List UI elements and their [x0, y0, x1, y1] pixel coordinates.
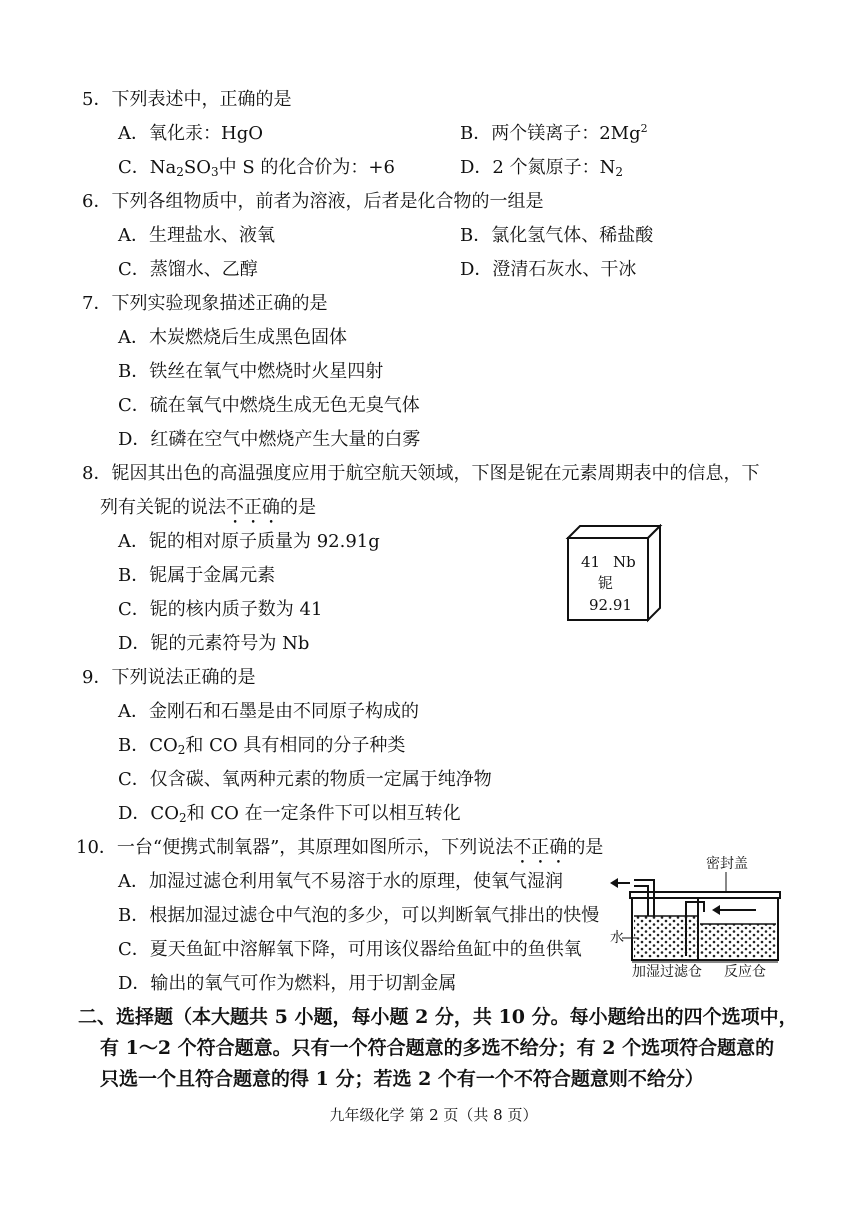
q6-stem: 6．下列各组物质中，前者为溶液，后者是化合物的一组是 — [82, 191, 544, 212]
q9-stem: 9．下列说法正确的是 — [82, 667, 256, 688]
q7-stem: 7．下列实验现象描述正确的是 — [82, 293, 328, 314]
q8-stem-line2: 列有关铌的说法不正确的是 — [100, 497, 316, 518]
element-mass: 92.91 — [589, 596, 632, 614]
section2-line2: 有 1～2 个符合题意。只有一个符合题意的多选不给分；有 2 个选项符合题意的 — [100, 1037, 775, 1059]
q9-option-b: B．$CO_2$和 CO 具有相同的分子种类 — [118, 735, 406, 757]
q7-option-d: D．红磷在空气中燃烧产生大量的白雾 — [118, 429, 421, 450]
q9-option-d: D．$CO_2$和 CO 在一定条件下可以相互转化 — [118, 803, 461, 825]
element-name: 铌 — [598, 574, 614, 592]
q5-option-c: C．$Na_2SO_3$中 S 的化合价为：+6 — [118, 157, 395, 179]
q5-option-d: D．2 个氮原子：$N_2$ — [460, 157, 623, 179]
q7-option-c: C．硫在氧气中燃烧生成无色无臭气体 — [118, 395, 420, 416]
q6-option-d: D．澄清石灰水、干冰 — [460, 259, 637, 280]
q9-option-a: A．金刚石和石墨是由不同原子构成的 — [118, 701, 419, 722]
q6-option-c: C．蒸馏水、乙醇 — [118, 259, 258, 280]
q10-stem: 10．一台“便携式制氧器”，其原理如图所示，下列说法不正确的是 — [76, 837, 604, 858]
q8-option-c: C．铌的核内质子数为 41 — [118, 599, 323, 620]
q8-option-d: D．铌的元素符号为 Nb — [118, 633, 310, 654]
q8-stem-line1: 8．铌因其出色的高温强度应用于航空航天领域，下图是铌在元素周期表中的信息，下 — [82, 463, 760, 484]
diagram-label-filter: 加湿过滤仓 — [632, 964, 702, 980]
q10-option-d: D．输出的氧气可作为燃料，用于切割金属 — [118, 973, 457, 994]
diagram-label-reactor: 反应仓 — [724, 964, 766, 980]
q6-option-b: B．氯化氢气体、稀盐酸 — [460, 225, 654, 246]
q8-option-a: A．铌的相对原子质量为 92.91g — [118, 531, 380, 552]
element-symbol: Nb — [613, 553, 636, 571]
q5-option-b: B．两个镁离子：2Mg$^2$ — [460, 122, 648, 144]
page-footer: 九年级化学 第 2 页（共 8 页） — [329, 1106, 538, 1124]
q10-option-b: B．根据加湿过滤仓中气泡的多少，可以判断氧气排出的快慢 — [118, 905, 600, 926]
q9-option-c: C．仅含碳、氧两种元素的物质一定属于纯净物 — [118, 769, 492, 790]
element-number: 41 — [581, 553, 601, 571]
q7-option-a: A．木炭燃烧后生成黑色固体 — [118, 327, 347, 348]
section2-line1: 二、选择题（本大题共 5 小题，每小题 2 分，共 10 分。每小题给出的四个选项中， — [78, 1006, 798, 1028]
q5-stem: 5．下列表述中，正确的是 — [82, 89, 292, 110]
q6-option-a: A．生理盐水、液氧 — [118, 225, 275, 246]
q8-option-b: B．铌属于金属元素 — [118, 565, 276, 586]
diagram-label-water: 水 — [610, 930, 624, 946]
q7-option-b: B．铁丝在氧气中燃烧时火星四射 — [118, 361, 384, 382]
section2-line3: 只选一个且符合题意的得 1 分；若选 2 个有一个不符合题意则不给分） — [100, 1068, 704, 1090]
diagram-label-lid: 密封盖 — [706, 856, 748, 872]
q10-option-c: C．夏天鱼缸中溶解氧下降，可用该仪器给鱼缸中的鱼供氧 — [118, 939, 582, 960]
q10-option-a: A．加湿过滤仓利用氧气不易溶于水的原理，使氧气湿润 — [118, 871, 563, 892]
q5-option-a: A．氧化汞：HgO — [118, 123, 263, 144]
